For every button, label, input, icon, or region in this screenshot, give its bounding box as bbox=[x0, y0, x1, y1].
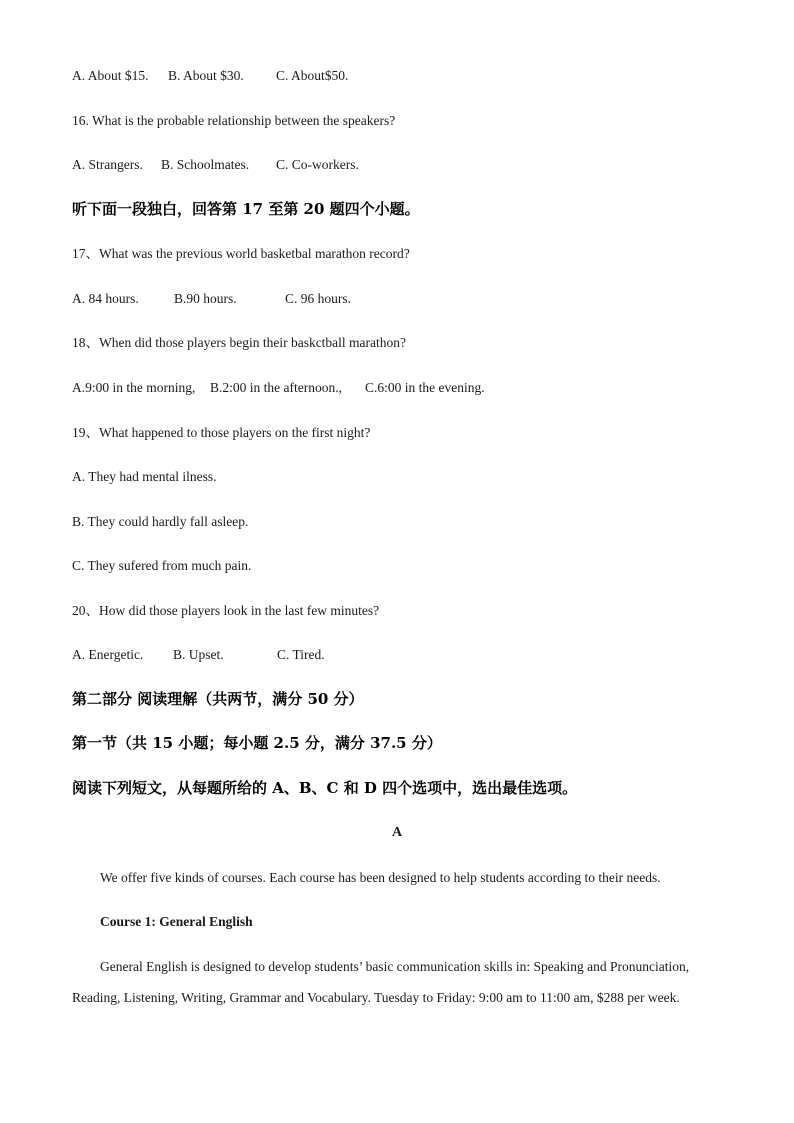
q18-options bbox=[72, 379, 485, 397]
q15-options bbox=[72, 67, 349, 85]
q20-option-b: B. Upset. bbox=[173, 647, 224, 662]
q16-option-b: B. Schoolmates. bbox=[161, 157, 250, 172]
passage-letter: A bbox=[391, 825, 403, 840]
course1-text-line2: Reading, Listening, Writing, Grammar and Vocabulary. Tuesday to Friday: 9:00 am to 11:00 am, $288 per week. bbox=[72, 990, 680, 1005]
q17-option-c: C. 96 hours. bbox=[285, 291, 352, 306]
section1-title: 第一节（共 15 小题；每小题 2.5 分，满分 37.5 分） bbox=[72, 734, 442, 752]
q16-option-a: A. Strangers. bbox=[72, 157, 143, 172]
q16-option-c: C. Co-workers. bbox=[276, 157, 359, 172]
q15-option-c: C. About$50. bbox=[276, 68, 349, 83]
q15-option-b: B. About $30. bbox=[168, 68, 244, 83]
q15-option-a: A. About $15. bbox=[72, 68, 149, 83]
reading-instructions: 阅读下列短文，从每题所给的 A、B、C 和 D 四个选项中，选出最佳选项。 bbox=[72, 779, 578, 797]
q20-option-a: A. Energetic. bbox=[72, 647, 144, 662]
q18-question: 18、When did those players begin their baskctball marathon? bbox=[72, 335, 407, 350]
q17-question: 17、What was the previous world basketbal marathon record? bbox=[72, 246, 410, 261]
q18-option-a: A.9:00 in the morning, bbox=[72, 380, 196, 395]
part2-title: 第二部分 阅读理解（共两节，满分 50 分） bbox=[72, 690, 364, 708]
q16-options bbox=[72, 156, 359, 174]
q18-option-b: B.2:00 in the afternoon., bbox=[210, 380, 342, 395]
passage-intro: We offer five kinds of courses. Each course has been designed to help students according to their needs. bbox=[100, 870, 661, 885]
course1-title: Course 1: General English bbox=[100, 914, 253, 929]
q19-option-a: A. They had mental ilness. bbox=[72, 469, 217, 484]
section-monologue-heading: 听下面一段独白，回答第 17 至第 20 题四个小题。 bbox=[72, 200, 420, 218]
q20-question: 20、How did those players look in the last few minutes? bbox=[72, 603, 380, 618]
q19-option-b: B. They could hardly fall asleep. bbox=[72, 514, 249, 529]
q17-option-b: B.90 hours. bbox=[174, 291, 237, 306]
q17-options bbox=[72, 290, 352, 308]
q20-option-c: C. Tired. bbox=[277, 647, 325, 662]
q19-question: 19、What happened to those players on the first night? bbox=[72, 425, 371, 440]
q18-option-c: C.6:00 in the evening. bbox=[365, 380, 485, 395]
q19-option-c: C. They sufered from much pain. bbox=[72, 558, 252, 573]
q16-question: 16. What is the probable relationship between the speakers? bbox=[72, 113, 396, 128]
q20-options bbox=[72, 646, 325, 664]
course1-text-line1: General English is designed to develop students’ basic communication skills in: Speaking and Pronunciation, bbox=[100, 959, 690, 974]
q17-option-a: A. 84 hours. bbox=[72, 291, 139, 306]
